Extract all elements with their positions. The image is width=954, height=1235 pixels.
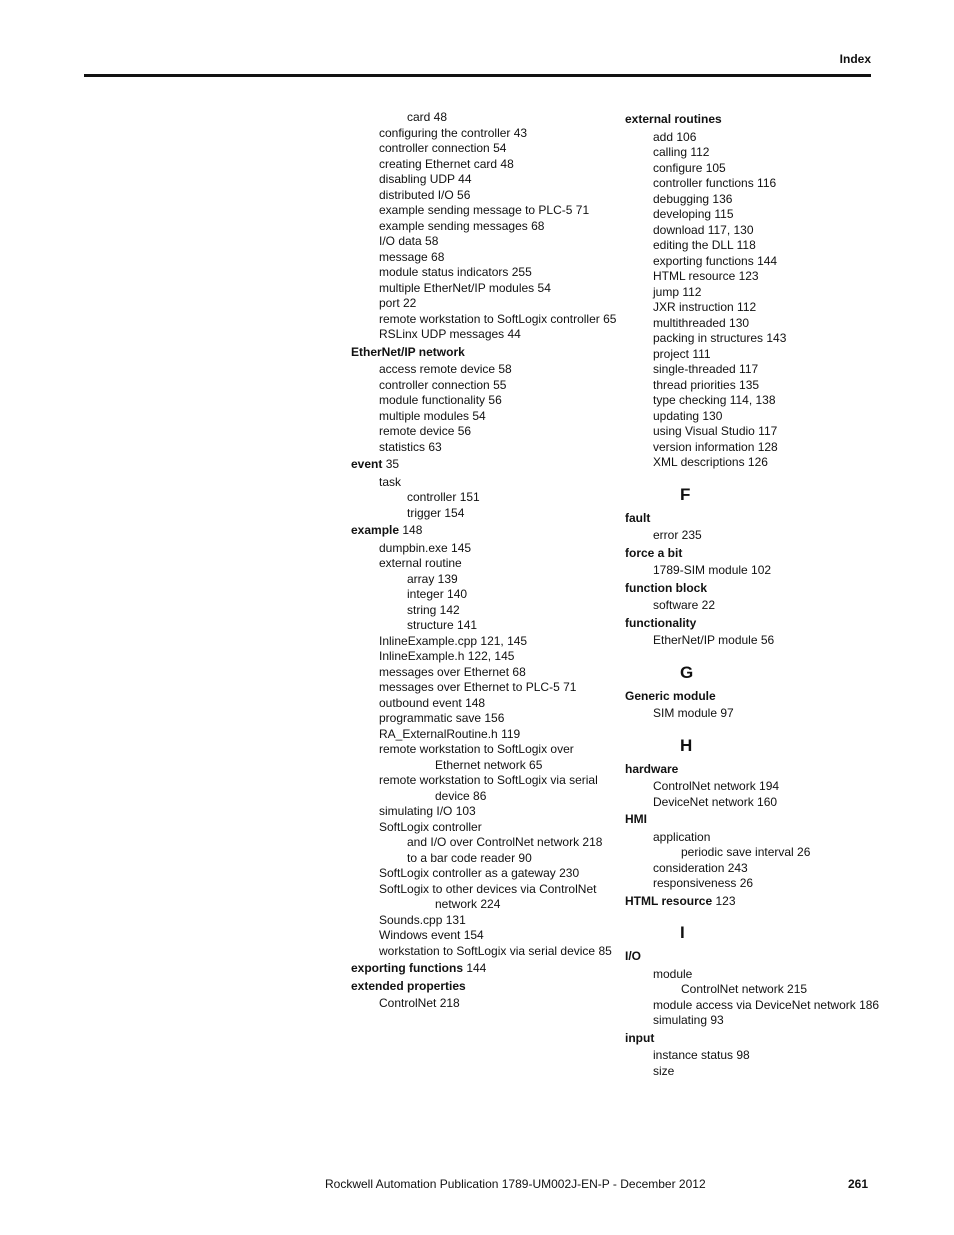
index-section-letter: H bbox=[680, 735, 693, 755]
index-subentry: application bbox=[653, 829, 711, 844]
index-subentry: instance status 98 bbox=[653, 1048, 750, 1062]
index-term: HTML resource bbox=[625, 893, 713, 908]
index-subentry: download 117, 130 bbox=[653, 222, 754, 237]
index-page-refs: 144 bbox=[463, 961, 487, 975]
index-subentry: InlineExample.h 122, 145 bbox=[379, 649, 515, 663]
index-subentry: packing in structures 143 bbox=[653, 331, 787, 345]
index-main-entry bbox=[625, 949, 885, 965]
index-subentry: dumpbin.exe 145 bbox=[379, 540, 472, 555]
index-subentry: ControlNet 218 bbox=[379, 996, 460, 1010]
index-subentry: structure 141 bbox=[407, 618, 478, 632]
index-subentry: project 111 bbox=[653, 346, 711, 361]
index-main-entry bbox=[625, 812, 885, 828]
index-subentry: type checking 114, 138 bbox=[653, 393, 776, 407]
index-subentry: SoftLogix to other devices via ControlNet bbox=[379, 881, 597, 896]
index-subentry: using Visual Studio 117 bbox=[653, 424, 778, 438]
index-main-entry bbox=[625, 581, 885, 597]
index-main-entry bbox=[625, 546, 885, 562]
index-subentry: size bbox=[653, 1063, 675, 1078]
index-subentry: controller 151 bbox=[407, 490, 480, 504]
index-subentry-continuation: device 86 bbox=[435, 788, 487, 803]
index-section-letter: G bbox=[680, 662, 694, 682]
index-subentry: DeviceNet network 160 bbox=[653, 794, 778, 809]
index-subentry: array 139 bbox=[407, 571, 458, 586]
index-subentry: 1789-SIM module 102 bbox=[653, 563, 772, 577]
index-subentry: HTML resource 123 bbox=[653, 269, 759, 283]
index-subentry: card 48 bbox=[407, 110, 448, 124]
index-subentry: simulating 93 bbox=[653, 1013, 724, 1027]
index-subentry: remote workstation to SoftLogix controller 65 bbox=[379, 311, 617, 326]
index-subentry: thread priorities 135 bbox=[653, 377, 760, 392]
index-subentry: version information 128 bbox=[653, 439, 778, 454]
index-subentry: ControlNet network 194 bbox=[653, 779, 780, 793]
index-subentry: remote workstation to SoftLogix via serial bbox=[379, 773, 598, 787]
index-subentry: programmatic save 156 bbox=[379, 711, 505, 725]
index-main-entry bbox=[625, 112, 885, 128]
index-subentry: jump 112 bbox=[653, 284, 702, 299]
index-subentry: Windows event 154 bbox=[379, 928, 484, 942]
index-main-entry bbox=[351, 961, 611, 977]
index-subentry: statistics 63 bbox=[379, 439, 442, 454]
index-subentry: updating 130 bbox=[653, 408, 723, 423]
index-subentry: RSLinx UDP messages 44 bbox=[379, 327, 521, 341]
index-term: force a bit bbox=[625, 545, 683, 560]
index-main-entry bbox=[625, 1031, 885, 1047]
index-term: EtherNet/IP network bbox=[351, 344, 465, 359]
index-main-entry bbox=[625, 616, 885, 632]
index-subentry: SoftLogix controller as a gateway 230 bbox=[379, 866, 580, 880]
index-subentry: JXR instruction 112 bbox=[653, 300, 757, 314]
index-main-entry bbox=[351, 457, 611, 473]
index-term: extended properties bbox=[351, 978, 466, 993]
index-subentry: remote device 56 bbox=[379, 424, 472, 438]
index-subentry: trigger 154 bbox=[407, 505, 465, 520]
footer-publication: Rockwell Automation Publication 1789-UM002J-EN-P - December 2012 bbox=[325, 1177, 706, 1191]
index-subentry: module bbox=[653, 966, 693, 981]
index-term: Generic module bbox=[625, 688, 716, 703]
index-section-letter: F bbox=[680, 484, 691, 504]
index-main-entry bbox=[625, 894, 885, 910]
index-subentry: multiple EtherNet/IP modules 54 bbox=[379, 280, 551, 295]
index-subentry: task bbox=[379, 474, 402, 489]
index-subentry: module status indicators 255 bbox=[379, 265, 532, 279]
index-subentry: integer 140 bbox=[407, 587, 468, 601]
header-rule bbox=[84, 74, 871, 77]
index-main-entry bbox=[351, 345, 611, 361]
index-subentry: example sending message to PLC-5 71 bbox=[379, 203, 590, 217]
index-subentry: configuring the controller 43 bbox=[379, 125, 528, 140]
index-subentry: editing the DLL 118 bbox=[653, 238, 756, 252]
index-subentry: SoftLogix controller bbox=[379, 819, 482, 834]
index-column-right bbox=[625, 110, 885, 1079]
index-subentry: error 235 bbox=[653, 528, 702, 542]
index-subentry: Sounds.cpp 131 bbox=[379, 912, 466, 927]
index-subentry: module access via DeviceNet network 186 bbox=[653, 997, 880, 1012]
index-section-letter: I bbox=[680, 923, 685, 942]
index-subentry: string 142 bbox=[407, 602, 460, 617]
index-term: event bbox=[351, 457, 383, 471]
index-subentry: XML descriptions 126 bbox=[653, 455, 768, 469]
index-term: hardware bbox=[625, 761, 679, 776]
page-number: 261 bbox=[847, 1177, 868, 1191]
index-page-refs: 148 bbox=[399, 523, 423, 537]
index-subentry: outbound event 148 bbox=[379, 695, 486, 710]
index-subentry: multiple modules 54 bbox=[379, 408, 486, 423]
index-subentry: periodic save interval 26 bbox=[681, 845, 811, 859]
index-subentry: debugging 136 bbox=[653, 191, 733, 206]
index-main-entry bbox=[625, 511, 885, 527]
index-subentry: controller connection 55 bbox=[379, 377, 507, 392]
index-term: exporting functions bbox=[351, 961, 463, 975]
index-subentry: SIM module 97 bbox=[653, 706, 734, 720]
index-subentry: exporting functions 144 bbox=[653, 253, 778, 268]
index-subentry: port 22 bbox=[379, 296, 417, 310]
index-subentry: ControlNet network 215 bbox=[681, 982, 808, 996]
index-subentry: access remote device 58 bbox=[379, 362, 512, 376]
index-subentry: remote workstation to SoftLogix over bbox=[379, 742, 574, 756]
index-subentry: and I/O over ControlNet network 218 bbox=[407, 835, 603, 849]
index-main-entry bbox=[351, 979, 611, 995]
index-subentry: disabling UDP 44 bbox=[379, 172, 472, 186]
index-subentry-continuation: Ethernet network 65 bbox=[435, 757, 543, 772]
index-subentry: single-threaded 117 bbox=[653, 362, 759, 376]
page-section-label: Index bbox=[839, 52, 871, 66]
index-subentry: creating Ethernet card 48 bbox=[379, 156, 514, 171]
index-subentry: message 68 bbox=[379, 249, 445, 264]
index-subentry: controller functions 116 bbox=[653, 176, 777, 190]
index-subentry: messages over Ethernet 68 bbox=[379, 664, 526, 679]
index-subentry: example sending messages 68 bbox=[379, 218, 545, 233]
index-page-refs: 123 bbox=[712, 893, 736, 908]
index-subentry: simulating I/O 103 bbox=[379, 804, 476, 818]
index-subentry: configure 105 bbox=[653, 160, 726, 175]
index-subentry: consideration 243 bbox=[653, 860, 748, 875]
index-subentry: to a bar code reader 90 bbox=[407, 850, 532, 865]
index-main-entry bbox=[351, 523, 611, 539]
index-term: example bbox=[351, 523, 400, 537]
index-term: I/O bbox=[625, 949, 642, 963]
index-subentry: workstation to SoftLogix via serial device 85 bbox=[379, 943, 612, 958]
index-subentry: software 22 bbox=[653, 598, 716, 612]
index-subentry: module functionality 56 bbox=[379, 393, 502, 407]
index-subentry: add 106 bbox=[653, 129, 697, 144]
index-subentry: calling 112 bbox=[653, 145, 710, 159]
index-subentry: EtherNet/IP module 56 bbox=[653, 633, 775, 647]
index-subentry: messages over Ethernet to PLC-5 71 bbox=[379, 680, 577, 694]
index-main-entry bbox=[625, 689, 885, 705]
index-term: input bbox=[625, 1030, 655, 1045]
index-subentry: I/O data 58 bbox=[379, 234, 439, 248]
index-term: functionality bbox=[625, 615, 697, 630]
index-term: external routines bbox=[625, 112, 722, 126]
index-column-left bbox=[351, 110, 617, 1012]
index-subentry: multithreaded 130 bbox=[653, 315, 750, 330]
index-subentry: RA_ExternalRoutine.h 119 bbox=[379, 726, 521, 741]
index-subentry: external routine bbox=[379, 556, 462, 570]
index-page-refs: 35 bbox=[382, 457, 400, 471]
index-main-entry bbox=[625, 762, 885, 778]
index-subentry: distributed I/O 56 bbox=[379, 187, 471, 202]
index-term: function block bbox=[625, 580, 707, 595]
index-subentry: responsiveness 26 bbox=[653, 876, 754, 890]
index-subentry: controller connection 54 bbox=[379, 141, 507, 155]
index-term: HMI bbox=[625, 812, 647, 826]
index-term: fault bbox=[625, 510, 651, 525]
index-subentry: InlineExample.cpp 121, 145 bbox=[379, 633, 528, 648]
index-subentry-continuation: network 224 bbox=[435, 897, 501, 911]
index-subentry: developing 115 bbox=[653, 207, 734, 221]
